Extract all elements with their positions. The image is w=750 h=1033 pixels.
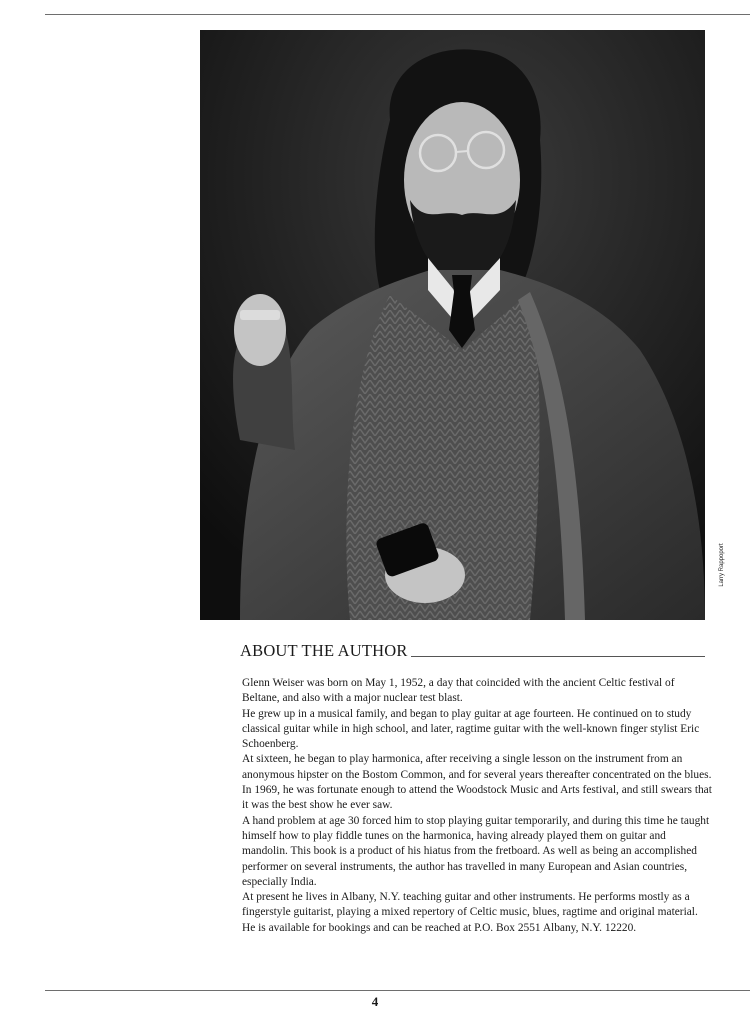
bio-paragraph: At present he lives in Albany, N.Y. teaching guitar and other instruments. He performs mostly as a fingerstyle guitarist, playing a mixed repertory of Celtic music, blues, ragtime and original material. He is available for bookings and can be reached at P.O. Box 2551 Albany, N.Y. 12220. [242,891,698,934]
bio-paragraph: A hand problem at age 30 forced him to stop playing guitar temporarily, and during this time he taught himself how to play fiddle tunes on the harmonica, having already played them on guitar and mandolin. This book is a product of his hiatus from the fretboard. As well as being an accomplished performer on several instruments, the author has travelled in many European and Asian countries, especially India. [242,814,710,888]
section-heading: ABOUT THE AUTHOR [240,641,408,660]
section-heading-row [240,637,705,661]
bio-paragraph: He grew up in a musical family, and began to play guitar at age fourteen. He continued on to study classical guitar while in high school, and later, ragtime guitar with the well-known finger stylist Eric Schoenberg. [242,707,700,751]
bio-paragraph: Glenn Weiser was born on May 1, 1952, a day that coincided with the ancient Celtic festival of Beltane, and also with a major nuclear test blast. [242,677,675,705]
bottom-rule [45,990,750,991]
author-photo [200,30,705,620]
top-rule [45,14,750,15]
bio-paragraph: In 1969, he was fortunate enough to attend the Woodstock Music and Arts festival, and still swears that it was the best show he ever saw. [242,784,712,812]
bio-paragraph: At sixteen, he began to play harmonica, after receiving a single lesson on the instrument from an anonymous hipster on the Bostom Common, and for several years thereafter concentrated on the blues. [242,753,712,781]
heading-rule [411,656,705,657]
page-number: 4 [371,994,379,1009]
photo-credit-text: Larry Rappoport [719,543,725,587]
author-bio [242,676,712,936]
photo-credit [715,538,729,592]
